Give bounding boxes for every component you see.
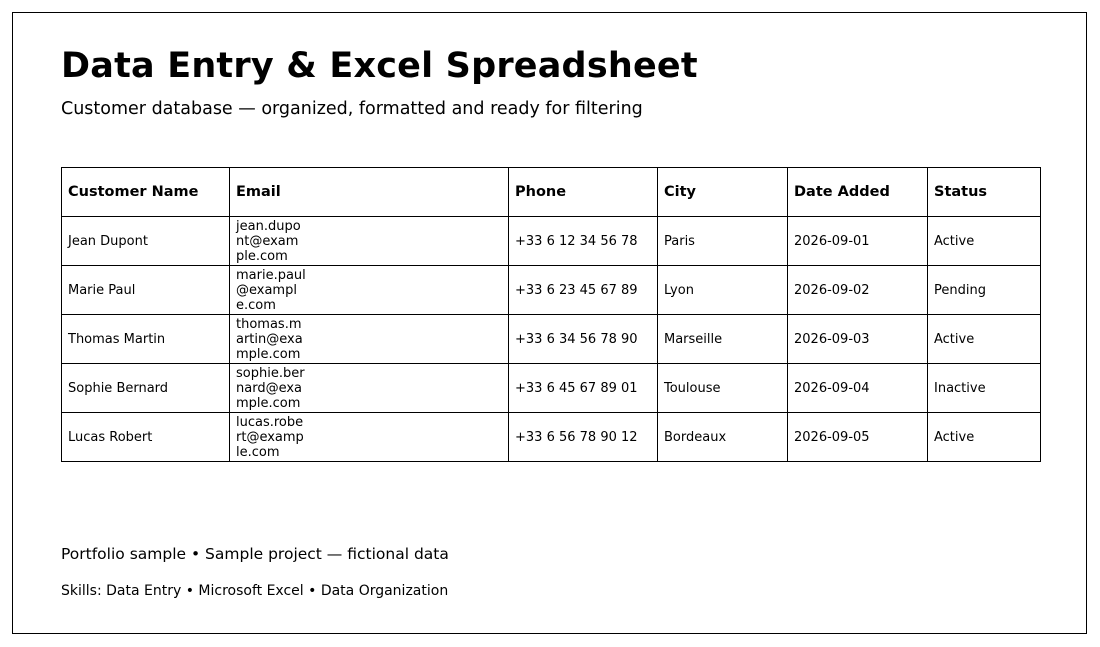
cell-date-added: 2026-09-05 <box>788 413 928 462</box>
cell-email <box>230 217 509 266</box>
cell-city: Toulouse <box>658 364 788 413</box>
table-row <box>62 315 1041 364</box>
cell-date-added: 2026-09-03 <box>788 315 928 364</box>
skills-line: Skills: Data Entry • Microsoft Excel • Data Organization <box>61 583 449 599</box>
cell-email <box>230 364 509 413</box>
cell-customer-name: Marie Paul <box>62 266 230 315</box>
cell-date-added: 2026-09-04 <box>788 364 928 413</box>
cell-customer-name: Lucas Robert <box>62 413 230 462</box>
header-status: Status <box>928 168 1041 217</box>
cell-city: Lyon <box>658 266 788 315</box>
cell-date-added: 2026-09-02 <box>788 266 928 315</box>
email-text: sophie.bernard@example.com <box>236 365 305 411</box>
cell-phone: +33 6 45 67 89 01 <box>509 364 658 413</box>
email-text: jean.dupont@example.com <box>236 218 301 264</box>
header-phone: Phone <box>509 168 658 217</box>
cell-city: Marseille <box>658 315 788 364</box>
email-text: thomas.martin@example.com <box>236 316 303 362</box>
cell-status: Active <box>928 413 1041 462</box>
cell-customer-name: Thomas Martin <box>62 315 230 364</box>
cell-status: Active <box>928 315 1041 364</box>
table-row <box>62 266 1041 315</box>
cell-customer-name: Jean Dupont <box>62 217 230 266</box>
cell-email <box>230 266 509 315</box>
page-subtitle: Customer database — organized, formatted and ready for filtering <box>61 99 643 119</box>
page-title: Data Entry & Excel Spreadsheet <box>61 46 698 86</box>
header-email: Email <box>230 168 509 217</box>
customer-table <box>61 167 1041 462</box>
cell-email <box>230 315 509 364</box>
table-row <box>62 217 1041 266</box>
table-row <box>62 413 1041 462</box>
cell-city: Paris <box>658 217 788 266</box>
cell-date-added: 2026-09-01 <box>788 217 928 266</box>
email-text: lucas.robert@example.com <box>236 414 304 460</box>
table-header-row <box>62 168 1041 217</box>
header-customer-name: Customer Name <box>62 168 230 217</box>
portfolio-note: Portfolio sample • Sample project — fictional data <box>61 545 449 563</box>
cell-phone: +33 6 56 78 90 12 <box>509 413 658 462</box>
email-text: marie.paul@example.com <box>236 267 306 313</box>
cell-status: Pending <box>928 266 1041 315</box>
cell-phone: +33 6 23 45 67 89 <box>509 266 658 315</box>
cell-email <box>230 413 509 462</box>
cell-customer-name: Sophie Bernard <box>62 364 230 413</box>
cell-city: Bordeaux <box>658 413 788 462</box>
cell-status: Inactive <box>928 364 1041 413</box>
table-row <box>62 364 1041 413</box>
cell-phone: +33 6 12 34 56 78 <box>509 217 658 266</box>
cell-status: Active <box>928 217 1041 266</box>
header-date-added: Date Added <box>788 168 928 217</box>
cell-phone: +33 6 34 56 78 90 <box>509 315 658 364</box>
header-city: City <box>658 168 788 217</box>
